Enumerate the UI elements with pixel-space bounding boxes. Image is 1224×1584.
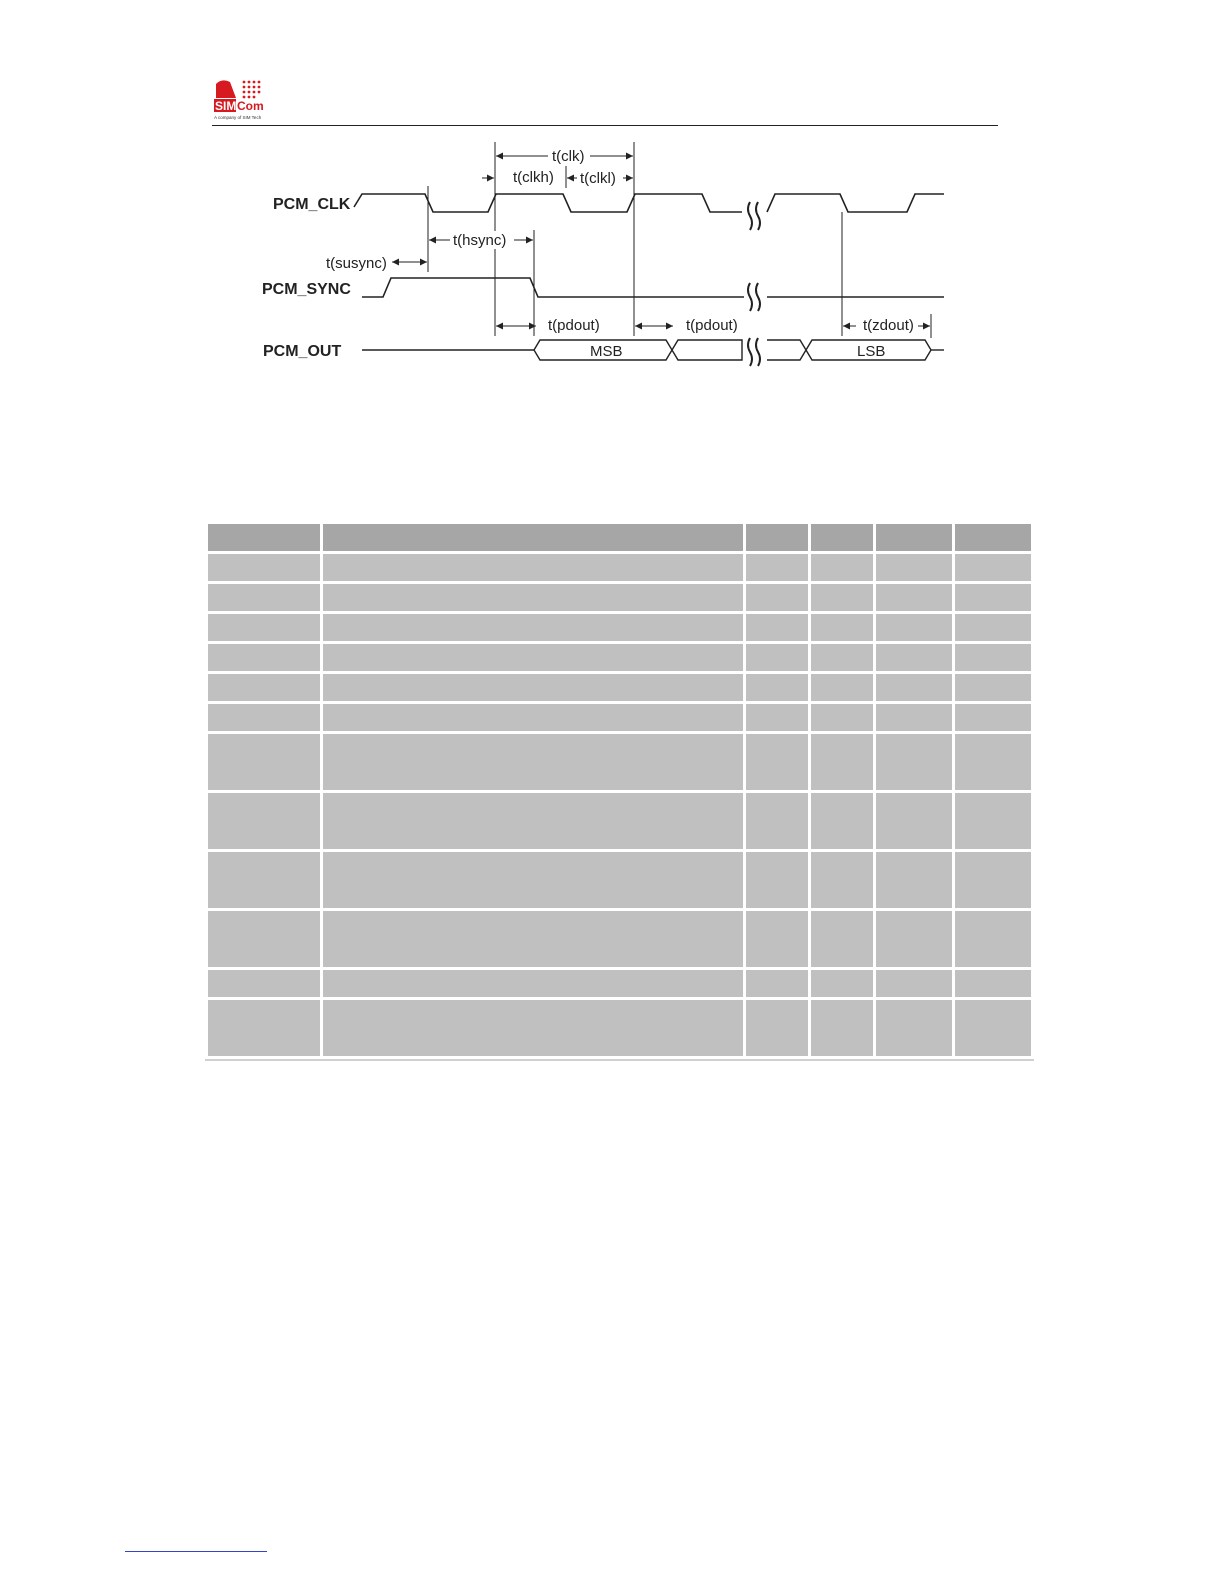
simcom-logo: [212, 76, 272, 124]
table-row: [208, 554, 1031, 581]
table-row: [208, 704, 1031, 731]
table-row: [208, 793, 1031, 849]
header-rule: [212, 125, 998, 126]
header-cell-unit: [955, 524, 1031, 551]
header-cell-max: [876, 524, 952, 551]
clk-break-icon: [748, 202, 760, 230]
logo-tagline: A company of SIM Tech: [214, 115, 262, 120]
out-break-icon: [748, 338, 760, 366]
pcm-out-mid-cell: [672, 340, 742, 360]
logo-text-com: Com: [237, 99, 264, 113]
table-row: [208, 644, 1031, 671]
table-row: [208, 584, 1031, 611]
footer-link-underline[interactable]: [125, 1551, 267, 1552]
label-pcm-clk: PCM_CLK: [273, 196, 351, 213]
sync-break-icon: [748, 283, 760, 311]
pcm-timing-diagram: [250, 138, 960, 378]
header-cell-min: [746, 524, 808, 551]
table-row: [208, 674, 1031, 701]
timing-label-susync: t(susync): [326, 255, 387, 272]
pcm-clk-waveform-after-break: [767, 194, 944, 212]
timing-label-pdout-2: t(pdout): [686, 317, 738, 334]
table-row: [208, 911, 1031, 967]
pcm-clk-waveform: [354, 194, 742, 212]
table-row: [208, 970, 1031, 997]
logo-red-sail: [216, 80, 236, 98]
table-row: [208, 614, 1031, 641]
pcm-sync-waveform: [362, 278, 744, 297]
table-header-row: [208, 524, 1031, 551]
header-cell-typ: [811, 524, 873, 551]
timing-label-hsync: t(hsync): [453, 232, 507, 249]
table-row: [208, 1000, 1031, 1056]
timing-label-zdout: t(zdout): [863, 317, 914, 334]
header-cell-description: [323, 524, 743, 551]
pcm-timing-parameter-table: [205, 521, 1034, 1061]
logo-text-sim: SIM: [215, 99, 237, 113]
label-pcm-out: PCM_OUT: [263, 343, 342, 360]
pcm-out-post-break-cell: [767, 340, 806, 360]
table-row: [208, 852, 1031, 908]
header-cell-symbol: [208, 524, 320, 551]
table-row: [208, 734, 1031, 790]
logo-dot-grid: [243, 81, 261, 99]
timing-label-clkh: t(clkh): [513, 169, 554, 186]
timing-label-clk: t(clk): [552, 148, 585, 165]
bus-label-lsb: LSB: [857, 343, 886, 360]
timing-label-clkl: t(clkl): [580, 170, 616, 187]
label-pcm-sync: PCM_SYNC: [262, 281, 351, 298]
bus-label-msb: MSB: [590, 343, 623, 360]
timing-label-pdout-1: t(pdout): [548, 317, 600, 334]
